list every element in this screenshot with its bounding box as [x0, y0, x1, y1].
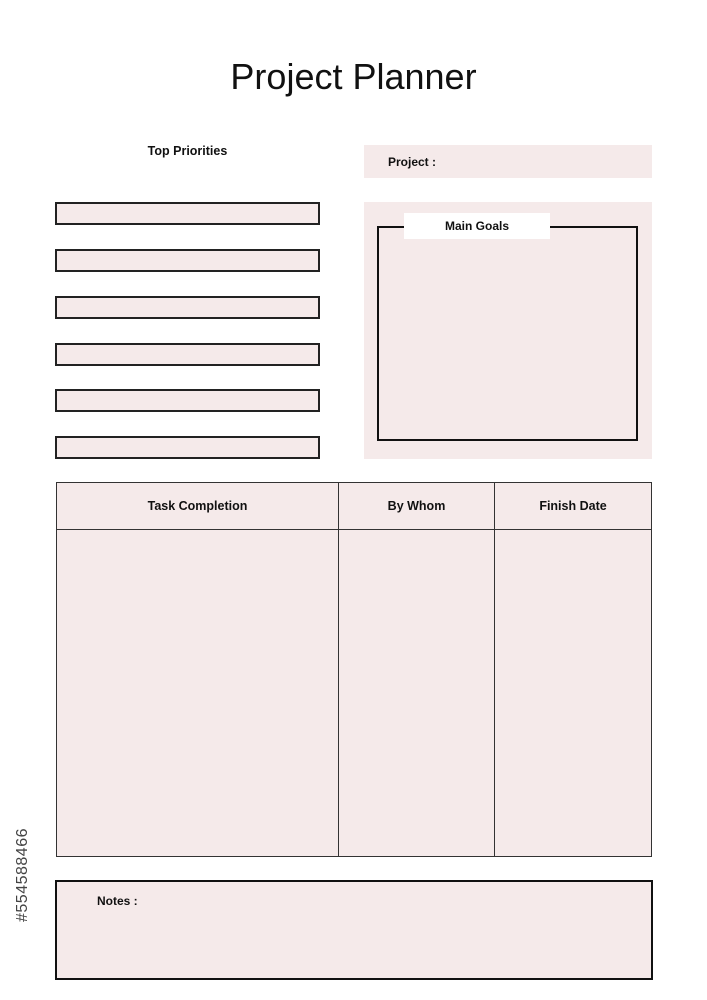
- task-table-header-row: [57, 483, 652, 530]
- main-goals-panel: [364, 202, 652, 459]
- priority-slot-6[interactable]: [55, 436, 320, 459]
- page-title: Project Planner: [230, 56, 477, 97]
- main-goals-label: Main Goals: [404, 213, 550, 239]
- task-completion-cell[interactable]: [57, 530, 339, 857]
- project-field[interactable]: [364, 145, 652, 178]
- notes-label: Notes :: [97, 894, 138, 908]
- priority-slot-2[interactable]: [55, 249, 320, 272]
- column-header-task-completion: Task Completion: [57, 483, 339, 530]
- finish-date-cell[interactable]: [495, 530, 652, 857]
- priority-slot-5[interactable]: [55, 389, 320, 412]
- priority-slot-3[interactable]: [55, 296, 320, 319]
- column-header-finish-date: Finish Date: [495, 483, 652, 530]
- priority-slot-1[interactable]: [55, 202, 320, 225]
- top-priorities-heading: Top Priorities: [147, 144, 228, 158]
- stock-id-watermark: [14, 758, 32, 992]
- notes-field[interactable]: [55, 880, 653, 980]
- task-table-body-row: [57, 530, 652, 857]
- task-table: [56, 482, 652, 857]
- project-label: Project :: [388, 155, 437, 169]
- by-whom-cell[interactable]: [339, 530, 495, 857]
- column-header-by-whom: By Whom: [339, 483, 495, 530]
- main-goals-area[interactable]: [377, 226, 638, 441]
- stock-id-text: #554588466: [14, 828, 31, 922]
- priority-slot-4[interactable]: [55, 343, 320, 366]
